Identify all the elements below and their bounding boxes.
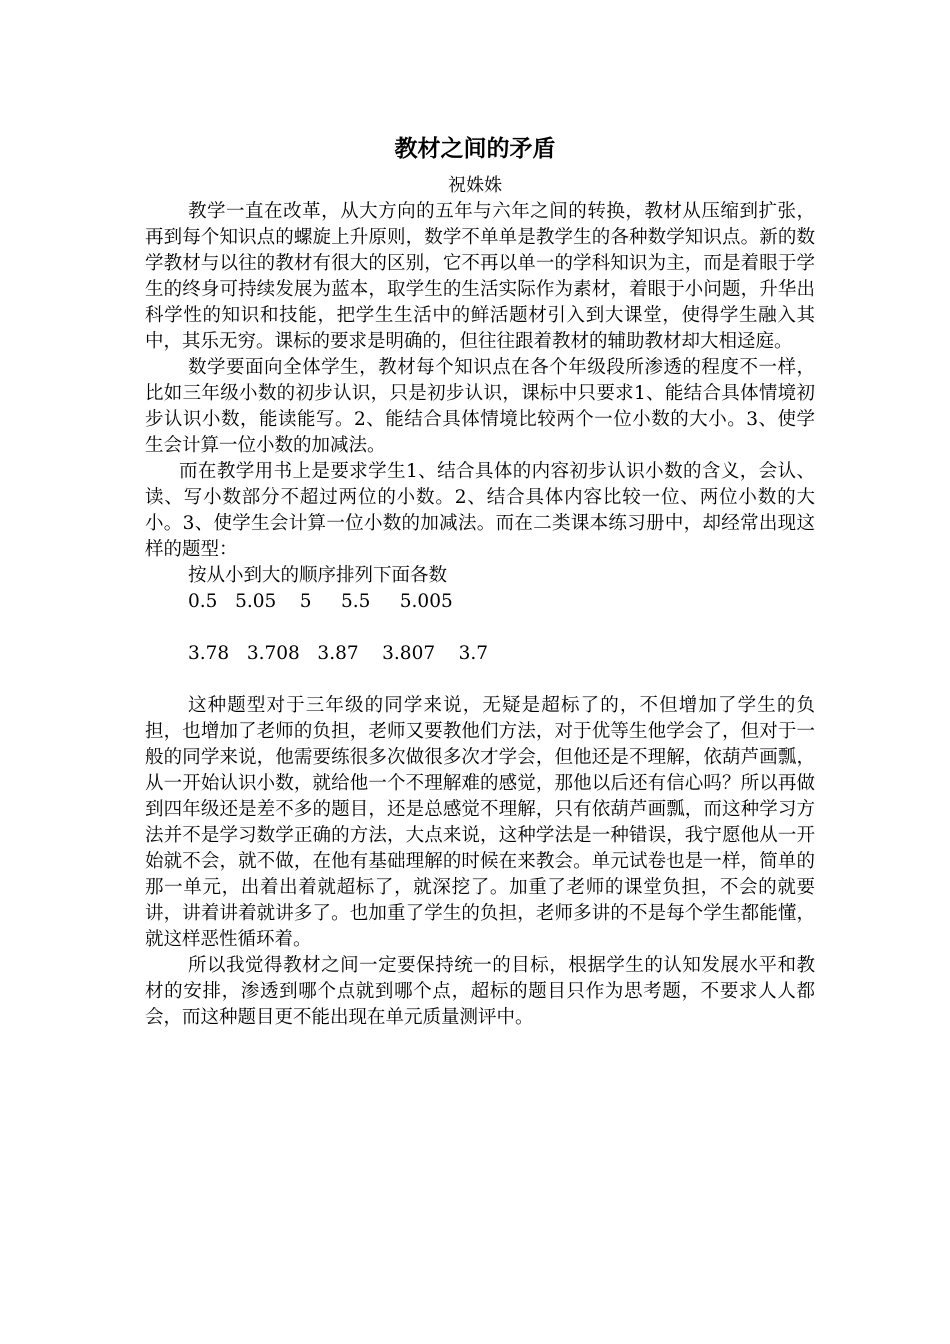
paragraph-2: 数学要面向全体学生，教材每个知识点在各个年级段所渗透的程度不一样，比如三年级小数的初步认识，只是初步认识，课标中只要求1、能结合具体情境初步认识小数，能读能写。2、能结合具体情境比较两个一位小数的大小。3、使学生会计算一位小数的加减法。 [145, 357, 815, 456]
paragraph-4: 这种题型对于三年级的同学来说，无疑是超标了的，不但增加了学生的负担，也增加了老师的负担，老师又要教他们方法，对于优等生他学会了，但对于一般的同学来说，他需要练很多次做很多次才学会，但他还是不理解，依葫芦画瓢，从一开始认识小数，就给他一个不理解难的感觉，那他以后还有信心吗？所以再做到四年级还是差不多的题目，还是总感觉不理解，只有依葫芦画瓢，而这种学习方法并不是学习数学正确的方法，大点来说，这种学法是一种错误，我宁愿他从一开始就不会，就不做，在他有基础理解的时候在来教会。单元试卷也是一样，简单的那一单元，出着出着就超标了，就深挖了。加重了老师的课堂负担，不会的就要讲，讲着讲着就讲多了。也加重了学生的负担，老师多讲的不是每个学生都能懂，就这样恶性循环着。 [145, 695, 815, 950]
document-title: 教材之间的矛盾 [394, 135, 556, 162]
blank-line [145, 615, 815, 641]
paragraph-1: 教学一直在改革，从大方向的五年与六年之间的转换，教材从压缩到扩张，再到每个知识点的螺旋上升原则，数学不单单是教学生的各种数学知识点。新的数学教材与以往的教材有很大的区别，它不再以单一的学科知识为主，而是着眼于学生的终身可持续发展为蓝本，取学生的生活实际作为素材，着眼于小问题，升华出科学性的知识和技能，把学生生活中的鲜活题材引入到大课堂，使得学生融入其中，其乐无穷。课标的要求是明确的，但往往跟着教材的辅助教材却大相迳庭。 [145, 201, 815, 352]
document-body [145, 199, 815, 1031]
exercise-row-1: 0.5 5.05 5 5.5 5.005 [188, 591, 453, 612]
paragraph-3: 而在教学用书上是要求学生1、结合具体的内容初步认识小数的含义，会认、读、写小数部分不超过两位的小数。2、结合具体内容比较一位、两位小数的大小。3、使学生会计算一位小数的加减法。而在二类课本练习册中，却经常出现这样的题型： [145, 461, 815, 560]
exercise-row-2: 3.78 3.708 3.87 3.807 3.7 [188, 643, 489, 664]
exercise-prompt: 按从小到大的顺序排列下面各数 [188, 565, 448, 586]
blank-line [145, 667, 815, 693]
paragraph-5: 所以我觉得教材之间一定要保持统一的目标，根据学生的认知发展水平和教材的安排，渗透到哪个点就到哪个点，超标的题目只作为思考题，不要求人人都会，而这种题目更不能出现在单元质量测评中。 [145, 955, 815, 1028]
document-author: 祝姝姝 [448, 175, 502, 196]
